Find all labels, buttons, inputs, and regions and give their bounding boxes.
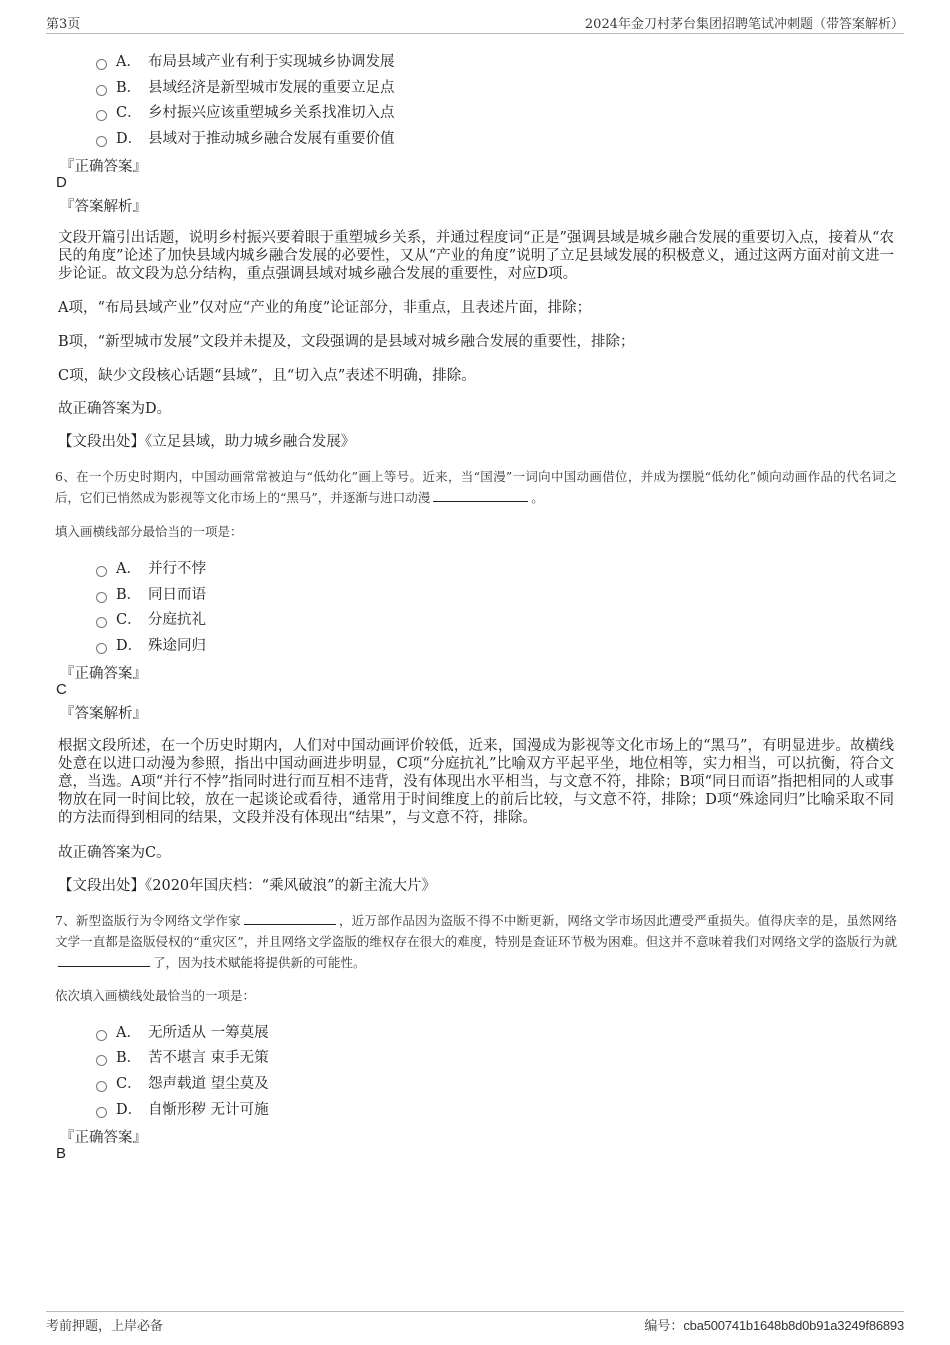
q5-answer-label: 『正确答案』 [60,159,147,175]
q5-analysis-b: B项，“新型城市发展”文段并未提及，文段强调的是县域对城乡融合发展的重要性，排除； [58,334,635,350]
q6-stem: 6、在一个历史时期内，中国动画常常被迫与“低幼化”画上等号。近来，当“国漫”一词向中国动画借位，并成为摆脱“低幼化”倾向动画作品的代名词之后，它们已悄然成为影视等文化市场上的“黑马”，并逐渐与进口动漫 。 [55,469,897,505]
radio-icon[interactable] [96,1081,107,1092]
q5-answer: D [56,174,67,191]
q5-option-d[interactable]: D． 县域对于推动城乡融合发展有重要价值 [96,127,395,149]
page-header [46,13,904,34]
q7-answer: B [56,1145,67,1162]
q5-conclusion: 故正确答案为D。 [58,401,172,417]
q7-prompt: 依次填入画横线处最恰当的一项是： [55,988,256,1003]
q5-option-b[interactable]: B． 县域经济是新型城市发展的重要立足点 [96,76,395,98]
q5-analysis-paragraph: 文段开篇引出话题，说明乡村振兴要着眼于重塑城乡关系，并通过程度词“正是”强调县域是城乡融合发展的重要切入点，接着从“农民的角度”论述了加快县域内城乡融合发展的必要性，又从“产业的角度”说明了立足县域发展的积极意义，通过这两方面对前文进一步论证。故文段为总分结构，重点强调县域对城乡融合发展的重要性，对应D项。 [58,230,894,282]
q7-answer-label: 『正确答案』 [60,1130,147,1146]
radio-icon[interactable] [96,110,107,121]
q7-option-c[interactable]: C． 怨声载道 望尘莫及 [96,1072,269,1094]
radio-icon[interactable] [96,85,107,96]
radio-icon[interactable] [96,592,107,603]
q5-analysis-c: C项，缺少文段核心话题“县域”，且“切入点”表述不明确，排除。 [58,368,476,384]
radio-icon[interactable] [96,617,107,628]
radio-icon[interactable] [96,59,107,70]
q6-option-d[interactable]: D． 殊途同归 [96,634,206,656]
footer-slogan: 考前押题，上岸必备 [46,1319,164,1334]
page-footer [46,1311,904,1334]
q5-option-a[interactable]: A． 布局县域产业有利于实现城乡协调发展 [96,50,395,72]
radio-icon[interactable] [96,566,107,577]
q6-analysis-paragraph: 根据文段所述，在一个历史时期内，人们对中国动画评价较低，近来，国漫成为影视等文化市场上的“黑马”，有明显进步。故横线处意在以进口动漫为参照，指出中国动画进步明显，C项“分庭抗礼”比喻双方平起平坐，地位相等，实力相当，可以抗衡，符合文意，当选。A项“并行不悖”指同时进行而互相不违背，没有体现出水平相当，与文意不符，排除；B项“同日而语”指把相同的人或事物放在同一时间比较，放在一起谈论或看待，通常用于时间维度上的前后比较，与文意不符，排除；D项“殊途同归”比喻采取不同的方法而得到相同的结果，文段并没有体现出“结果”，与文意不符，排除。 [58,738,894,826]
radio-icon[interactable] [96,643,107,654]
q5-analysis-a: A项，“布局县域产业”仅对应“产业的角度”论证部分，非重点，且表述片面，排除； [58,300,592,316]
answer-blank [58,954,150,967]
q7-option-b[interactable]: B． 苦不堪言 束手无策 [96,1046,269,1068]
q6-prompt: 填入画横线部分最恰当的一项是： [55,524,243,539]
q6-analysis-label: 『答案解析』 [60,706,147,722]
q5-source: 【文段出处】《立足县域，助力城乡融合发展》 [58,434,356,450]
q6-option-b[interactable]: B． 同日而语 [96,583,206,605]
answer-blank [244,912,336,925]
q6-conclusion: 故正确答案为C。 [58,845,171,861]
q6-answer-label: 『正确答案』 [60,666,147,682]
q6-option-a[interactable]: A． 并行不悖 [96,557,206,579]
page-number: 第3页 [46,17,81,32]
q6-option-c[interactable]: C． 分庭抗礼 [96,608,206,630]
radio-icon[interactable] [96,1055,107,1066]
q7-option-d[interactable]: D． 自惭形秽 无计可施 [96,1098,269,1120]
radio-icon[interactable] [96,136,107,147]
q5-analysis-label: 『答案解析』 [60,199,147,215]
q6-answer: C [56,681,67,698]
document-title: 2024年金刀村茅台集团招聘笔试冲刺题（带答案解析） [584,17,904,32]
answer-blank [433,489,528,502]
document-code: 编号：cba500741b1648b8d0b91a3249f86893 [644,1318,904,1334]
q6-source: 【文段出处】《2020年国庆档：“乘风破浪”的新主流大片》 [58,878,436,894]
radio-icon[interactable] [96,1107,107,1118]
q5-option-c[interactable]: C． 乡村振兴应该重塑城乡关系找准切入点 [96,101,395,123]
q7-stem: 7、新型盗版行为令网络文学作家 ，近万部作品因为盗版不得不中断更新，网络文学市场因此遭受严重损失。值得庆幸的是，虽然网络文学一直都是盗版侵权的“重灾区”，并且网络文学盗版的维权存在很大的难度，特别是查证环节极为困难。但这并不意味着我们对网络文学的盗版行为就了，因为技术赋能将提供新的可能性。 [55,913,897,970]
radio-icon[interactable] [96,1030,107,1041]
q7-option-a[interactable]: A． 无所适从 一筹莫展 [96,1021,269,1043]
